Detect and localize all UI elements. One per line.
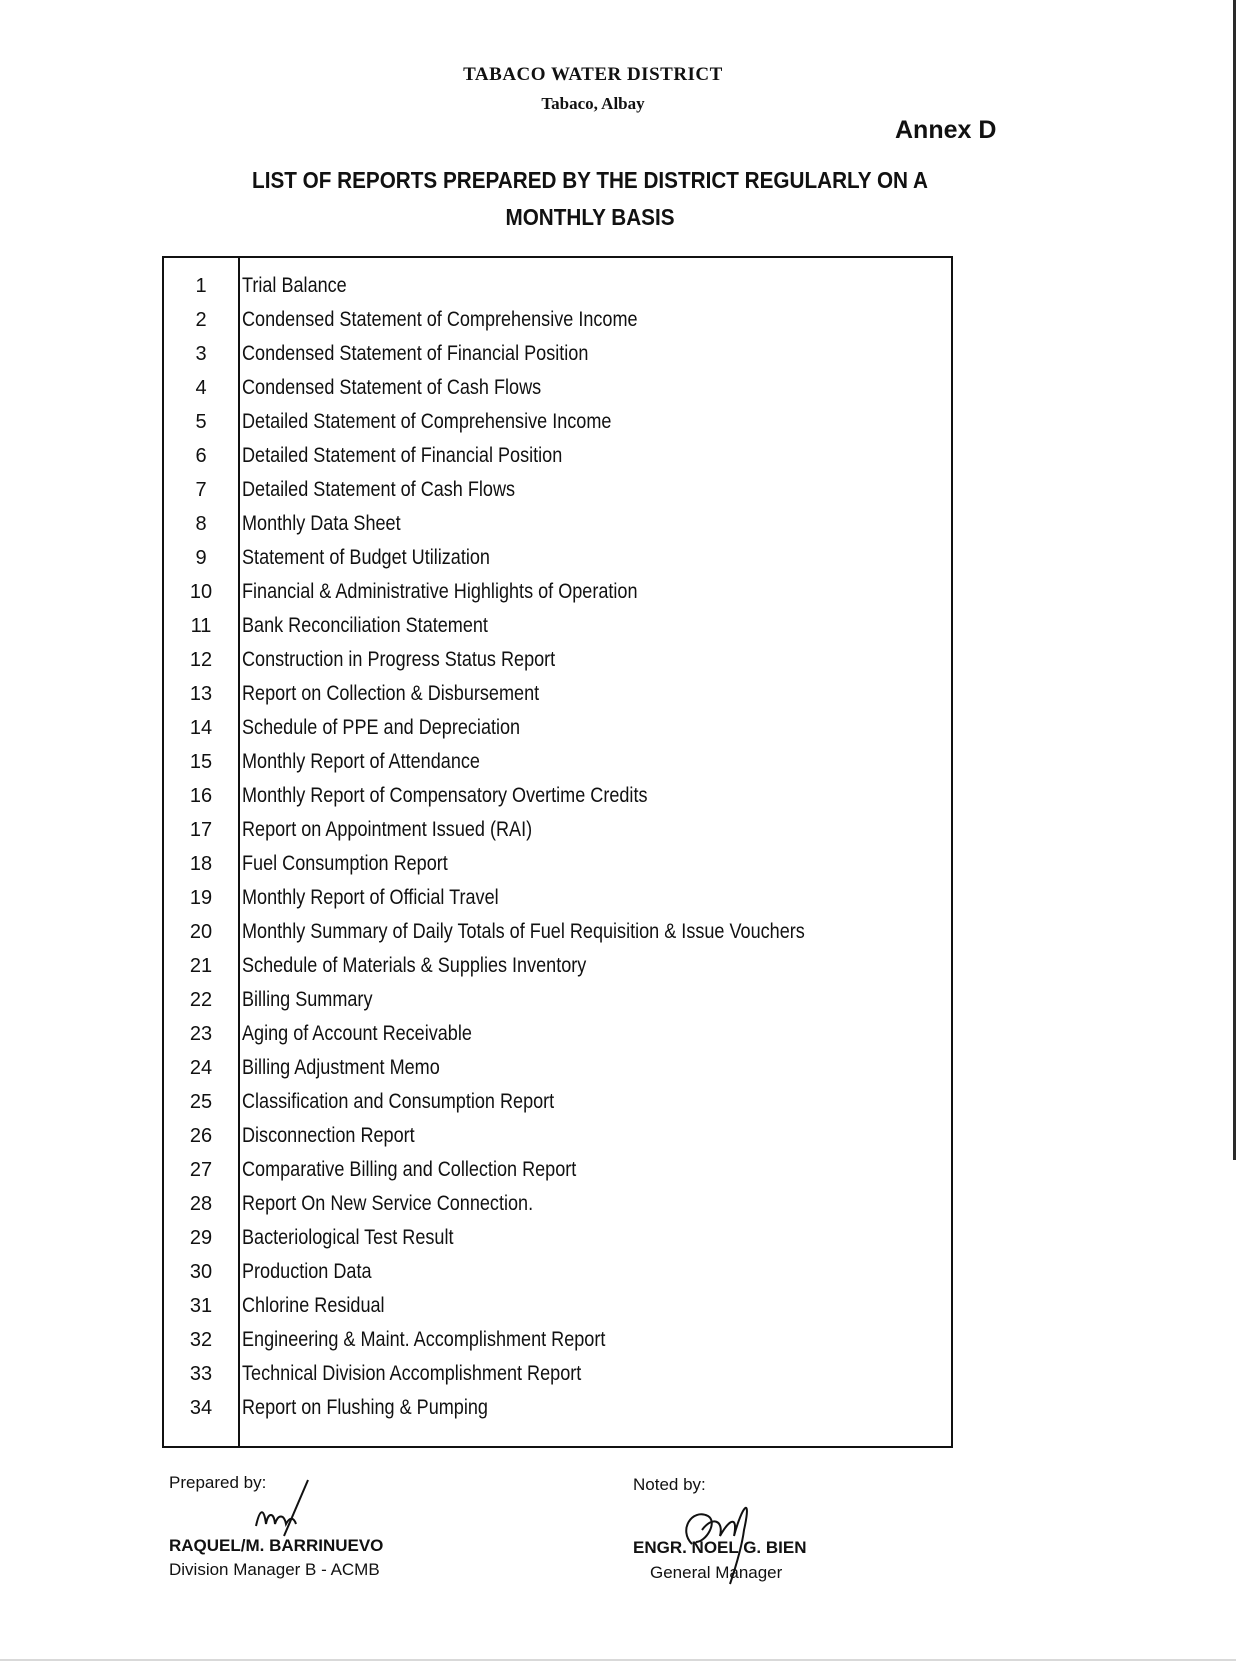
row-report-title: Bank Reconciliation Statement <box>242 614 488 637</box>
table-row <box>164 1323 953 1357</box>
row-report-title: Trial Balance <box>242 274 347 297</box>
row-number: 12 <box>189 649 213 671</box>
table-row <box>164 1289 953 1323</box>
row-number: 7 <box>195 479 207 501</box>
row-number: 13 <box>189 683 213 705</box>
row-report-title: Monthly Report of Attendance <box>242 750 480 773</box>
row-report-title: Detailed Statement of Cash Flows <box>242 478 516 501</box>
table-row <box>164 983 953 1017</box>
table-row <box>164 881 953 915</box>
table-row <box>164 1153 953 1187</box>
noted-by-name: ENGR. NOEL G. BIEN <box>633 1538 807 1557</box>
row-number: 15 <box>189 751 213 773</box>
document-title-line2: MONTHLY BASIS <box>505 204 675 230</box>
noted-by-label: Noted by: <box>633 1475 706 1494</box>
row-report-title: Report on Collection & Disbursement <box>242 682 540 705</box>
table-row <box>164 677 953 711</box>
row-report-title: Report on Flushing & Pumping <box>242 1396 488 1419</box>
row-report-title: Monthly Report of Official Travel <box>242 886 499 909</box>
row-number: 5 <box>195 411 207 433</box>
row-number: 21 <box>189 955 213 977</box>
row-number: 27 <box>189 1159 213 1181</box>
row-report-title: Disconnection Report <box>242 1124 415 1147</box>
row-number: 6 <box>195 445 207 467</box>
row-report-title: Schedule of Materials & Supplies Inventory <box>242 954 587 977</box>
row-number: 24 <box>189 1057 213 1079</box>
row-number: 29 <box>189 1227 213 1249</box>
row-number: 26 <box>189 1125 213 1147</box>
row-report-title: Bacteriological Test Result <box>242 1226 454 1249</box>
row-report-title: Fuel Consumption Report <box>242 852 448 875</box>
reports-table <box>162 256 953 1448</box>
row-number: 16 <box>189 785 213 807</box>
row-report-title: Statement of Budget Utilization <box>242 546 490 569</box>
row-number: 9 <box>195 547 207 569</box>
row-number: 1 <box>195 275 207 297</box>
org-location: Tabaco, Albay <box>541 94 645 113</box>
table-row <box>164 779 953 813</box>
row-report-title: Monthly Report of Compensatory Overtime Credits <box>242 784 648 807</box>
row-number: 11 <box>190 615 212 637</box>
row-report-title: Condensed Statement of Cash Flows <box>242 376 542 399</box>
table-row <box>164 1085 953 1119</box>
row-number: 34 <box>189 1397 213 1419</box>
table-row <box>164 337 953 371</box>
table-row <box>164 745 953 779</box>
row-report-title: Production Data <box>242 1260 372 1283</box>
table-row <box>164 915 953 949</box>
table-row <box>164 371 953 405</box>
row-report-title: Condensed Statement of Financial Position <box>242 342 589 365</box>
table-row <box>164 439 953 473</box>
row-number: 33 <box>189 1363 213 1385</box>
row-report-title: Schedule of PPE and Depreciation <box>242 716 521 739</box>
table-row <box>164 575 953 609</box>
row-report-title: Detailed Statement of Comprehensive Income <box>242 410 612 433</box>
table-row <box>164 949 953 983</box>
row-number: 14 <box>189 717 213 739</box>
row-number: 32 <box>189 1329 213 1351</box>
row-number: 19 <box>189 887 213 909</box>
document-title-line1: LIST OF REPORTS PREPARED BY THE DISTRICT REGULARLY ON A <box>252 167 928 193</box>
row-number: 23 <box>189 1023 213 1045</box>
row-report-title: Billing Adjustment Memo <box>242 1056 440 1079</box>
row-report-title: Billing Summary <box>242 988 373 1011</box>
row-report-title: Monthly Data Sheet <box>242 512 401 535</box>
table-row <box>164 1051 953 1085</box>
table-row <box>164 473 953 507</box>
row-number: 30 <box>189 1261 213 1283</box>
table-row <box>164 1391 953 1425</box>
noted-by-position: General Manager <box>650 1563 783 1582</box>
table-row <box>164 813 953 847</box>
prepared-by-signature <box>250 1478 320 1538</box>
row-report-title: Aging of Account Receivable <box>242 1022 472 1045</box>
row-number: 28 <box>189 1193 213 1215</box>
row-number: 8 <box>195 513 207 535</box>
table-row <box>164 1255 953 1289</box>
row-report-title: Comparative Billing and Collection Report <box>242 1158 577 1181</box>
annex-label: Annex D <box>895 116 997 144</box>
table-row <box>164 507 953 541</box>
row-report-title: Construction in Progress Status Report <box>242 648 556 671</box>
row-number: 31 <box>189 1295 213 1317</box>
table-row <box>164 1119 953 1153</box>
row-number: 22 <box>189 989 213 1011</box>
row-report-title: Technical Division Accomplishment Report <box>242 1362 582 1385</box>
table-row <box>164 711 953 745</box>
table-row <box>164 541 953 575</box>
table-row <box>164 1221 953 1255</box>
row-report-title: Engineering & Maint. Accomplishment Report <box>242 1328 606 1351</box>
table-row <box>164 303 953 337</box>
page-bottom-edge <box>0 1659 1236 1661</box>
row-number: 18 <box>189 853 213 875</box>
row-report-title: Classification and Consumption Report <box>242 1090 555 1113</box>
prepared-by-position: Division Manager B - ACMB <box>169 1560 380 1579</box>
row-number: 3 <box>195 343 207 365</box>
org-name: TABACO WATER DISTRICT <box>463 64 723 85</box>
row-number: 10 <box>189 581 213 603</box>
row-report-title: Condensed Statement of Comprehensive Income <box>242 308 638 331</box>
prepared-by-name: RAQUEL/M. BARRINUEVO <box>169 1536 384 1555</box>
table-row <box>164 847 953 881</box>
table-row <box>164 1017 953 1051</box>
table-row <box>164 269 953 303</box>
row-report-title: Detailed Statement of Financial Position <box>242 444 563 467</box>
row-number: 17 <box>189 819 213 841</box>
row-number: 20 <box>189 921 213 943</box>
row-report-title: Financial & Administrative Highlights of Operation <box>242 580 638 603</box>
table-row <box>164 643 953 677</box>
prepared-by-label: Prepared by: <box>169 1473 267 1492</box>
row-report-title: Report On New Service Connection. <box>242 1192 534 1215</box>
table-row <box>164 609 953 643</box>
table-row <box>164 1357 953 1391</box>
row-number: 25 <box>189 1091 213 1113</box>
row-report-title: Monthly Summary of Daily Totals of Fuel Requisition & Issue Vouchers <box>242 920 805 943</box>
row-report-title: Chlorine Residual <box>242 1294 385 1317</box>
table-row <box>164 1187 953 1221</box>
row-report-title: Report on Appointment Issued (RAI) <box>242 818 533 841</box>
row-number: 4 <box>195 377 207 399</box>
row-number: 2 <box>195 309 207 331</box>
table-row <box>164 405 953 439</box>
